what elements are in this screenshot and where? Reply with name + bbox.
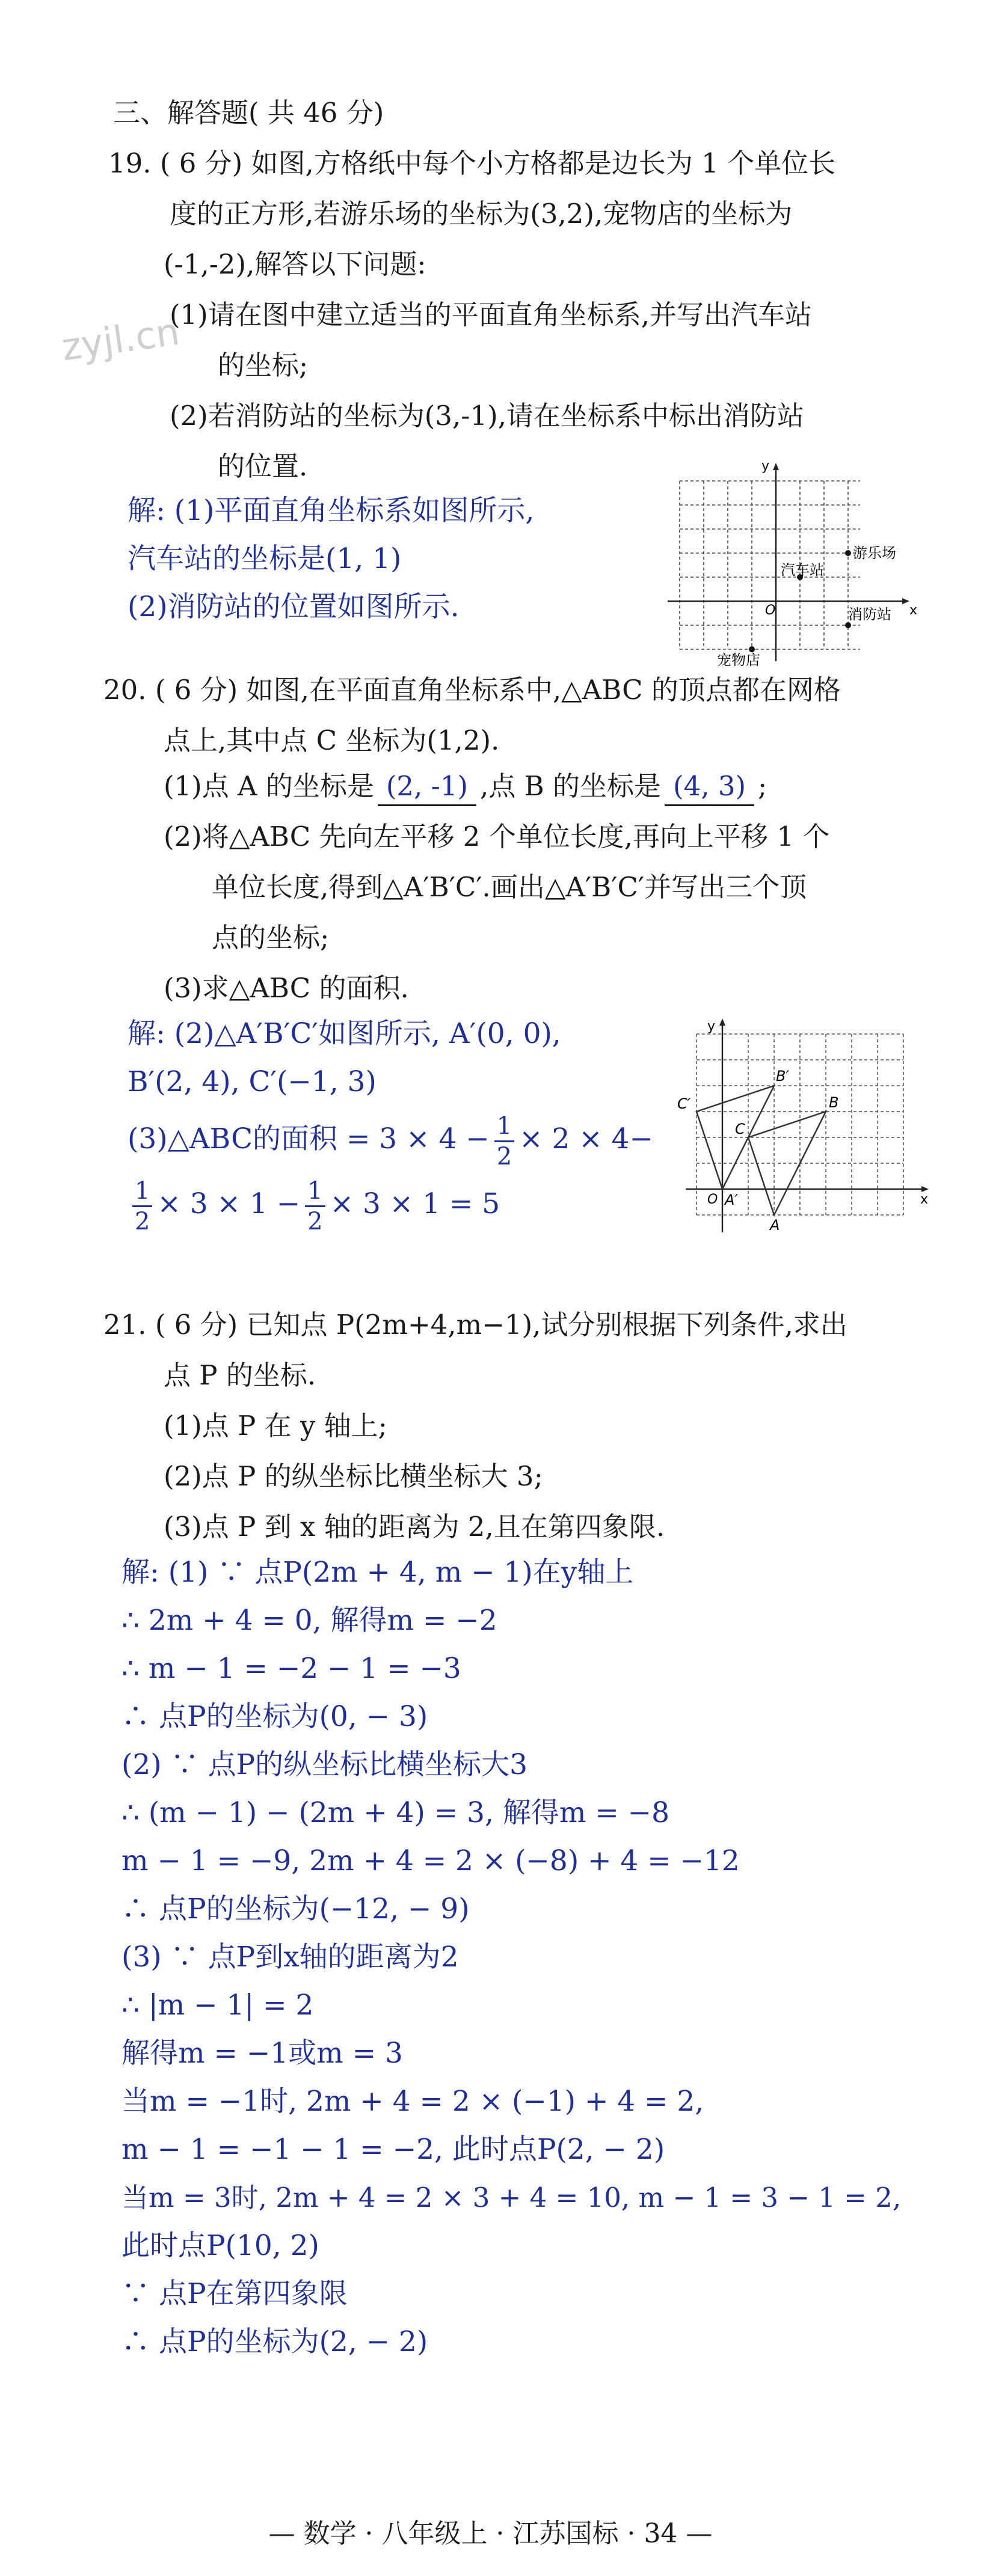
q21-answer-9: ∴ |m − 1| = 2 <box>121 1989 314 2022</box>
q21-answer-3: ∴ 点P的坐标为(0, − 3) <box>121 1700 428 1733</box>
watermark: zyjl.cn <box>58 309 182 370</box>
q20-label-c: C <box>735 1121 745 1137</box>
q19-label-fire: 消防站 <box>848 606 891 623</box>
q19-point-fire <box>845 622 851 628</box>
q20-area-line1 <box>128 1106 653 1172</box>
q21-answer-5: ∴ (m − 1) − (2m + 4) = 3, 解得m = −8 <box>121 1796 669 1829</box>
q20-label-a-prime: A′ <box>725 1192 738 1208</box>
q21-answer-12: m − 1 = −1 − 1 = −2, 此时点P(2, − 2) <box>121 2133 665 2166</box>
q20-part1 <box>164 762 767 810</box>
q19-grid-figure <box>662 457 932 673</box>
q20-frac-2 <box>132 1176 152 1235</box>
q20-area-line2 <box>128 1171 500 1237</box>
q20-frac-1 <box>494 1114 514 1169</box>
q19-line-5: (2)若消防站的坐标为(3,-1),请在坐标系中标出消防站 <box>170 400 804 432</box>
frac-den: 2 <box>496 1142 512 1170</box>
q20-frac-3 <box>305 1176 325 1235</box>
q21-answer-7: ∴ 点P的坐标为(−12, − 9) <box>121 1892 470 1926</box>
q20-part1-prefix: (1)点 A 的坐标是 <box>164 770 374 802</box>
q20-part1-mid: ,点 B 的坐标是 <box>480 770 662 802</box>
q21-answer-8: (3) ∵ 点P到x轴的距离为2 <box>121 1941 459 1974</box>
q20-area-prefix: (3)△ABC的面积 = 3 × 4 − <box>128 1122 490 1155</box>
q20-label-b: B <box>829 1094 839 1111</box>
q20-line-5: (3)求△ABC 的面积. <box>164 972 409 1004</box>
q20-triangle-abc <box>748 1112 826 1215</box>
q20-origin-label: O <box>707 1192 718 1207</box>
q20-area-mid: × 2 × 4− <box>519 1122 653 1155</box>
q20-part1-end: ; <box>758 770 767 802</box>
frac-den: 2 <box>307 1207 323 1235</box>
frac-num: 1 <box>132 1179 152 1207</box>
q21-answer-6: m − 1 = −9, 2m + 4 = 2 × (−8) + 4 = −12 <box>121 1844 740 1877</box>
q21-line-2: (1)点 P 在 y 轴上; <box>164 1410 387 1442</box>
q19-x-label: x <box>909 603 918 618</box>
q21-answer-11: 当m = −1时, 2m + 4 = 2 × (−1) + 4 = 2, <box>121 2085 704 2118</box>
q20-line-3: 单位长度,得到△A′B′C′.画出△A′B′C′并写出三个顶 <box>212 871 807 903</box>
q21-line-1: 点 P 的坐标. <box>164 1359 316 1391</box>
frac-num: 1 <box>494 1114 514 1142</box>
q20-area-mid2: × 3 × 1 − <box>157 1187 301 1220</box>
q19-label-pet: 宠物店 <box>717 652 760 668</box>
q19-label-bus: 汽车站 <box>781 561 824 578</box>
frac-num: 1 <box>305 1179 325 1207</box>
q20-area-end: × 3 × 1 = 5 <box>330 1187 500 1220</box>
q19-line-0: 19. ( 6 分) 如图,方格纸中每个小方格都是边长为 1 个单位长 <box>108 147 836 179</box>
q20-label-a: A <box>770 1217 780 1234</box>
q21-answer-2: ∴ m − 1 = −2 − 1 = −3 <box>121 1652 461 1685</box>
frac-den: 2 <box>135 1207 150 1235</box>
q21-answer-15: ∵ 点P在第四象限 <box>121 2277 348 2310</box>
section-title: 三、解答题( 共 46 分) <box>113 97 384 129</box>
q20-answer-line2: B′(2, 4), C′(−1, 3) <box>128 1065 377 1098</box>
q20-answer-a: (2, -1) <box>378 768 476 806</box>
q21-answer-13: 当m = 3时, 2m + 4 = 2 × 3 + 4 = 10, m − 1 = 3 − 1 = 2, <box>121 2182 902 2213</box>
q20-line-0: 20. ( 6 分) 如图,在平面直角坐标系中,△ABC 的顶点都在网格 <box>103 674 841 706</box>
q19-point-park <box>845 550 851 556</box>
q19-line-3: (1)请在图中建立适当的平面直角坐标系,并写出汽车站 <box>170 299 813 331</box>
q19-y-label: y <box>761 459 770 474</box>
q20-answer-line1: 解: (2)△A′B′C′如图所示, A′(0, 0), <box>128 1017 561 1050</box>
q20-grid-figure <box>668 1016 938 1250</box>
q19-line-6: 的位置. <box>218 450 308 482</box>
q19-answer-1: 汽车站的坐标是(1, 1) <box>128 542 402 575</box>
q20-line-1: 点上,其中点 C 坐标为(1,2). <box>164 724 500 756</box>
q19-line-1: 度的正方形,若游乐场的坐标为(3,2),宠物店的坐标为 <box>170 198 793 230</box>
q21-answer-14: 此时点P(10, 2) <box>121 2229 319 2262</box>
q20-answer-b: (4, 3) <box>665 768 754 806</box>
q20-x-label: x <box>920 1192 929 1207</box>
q21-answer-4: (2) ∵ 点P的纵坐标比横坐标大3 <box>121 1748 527 1781</box>
q20-label-b-prime: B′ <box>776 1068 789 1085</box>
q19-origin-label: O <box>765 603 776 618</box>
q19-line-4: 的坐标; <box>218 349 309 381</box>
q21-line-4: (3)点 P 到 x 轴的距离为 2,且在第四象限. <box>164 1511 665 1543</box>
q21-answer-10: 解得m = −1或m = 3 <box>121 2037 403 2070</box>
q21-line-3: (2)点 P 的纵坐标比横坐标大 3; <box>164 1460 543 1492</box>
q20-line-4: 点的坐标; <box>212 922 330 953</box>
q19-answer-0: 解: (1)平面直角坐标系如图所示, <box>128 494 535 527</box>
q21-answer-0: 解: (1) ∵ 点P(2m + 4, m − 1)在y轴上 <box>121 1556 634 1589</box>
q21-answer-1: ∴ 2m + 4 = 0, 解得m = −2 <box>121 1604 497 1637</box>
q21-answer-16: ∴ 点P的坐标为(2, − 2) <box>121 2325 428 2358</box>
q19-answer-2: (2)消防站的位置如图所示. <box>128 590 460 623</box>
q20-line-2: (2)将△ABC 先向左平移 2 个单位长度,再向上平移 1 个 <box>164 821 830 852</box>
q20-label-c-prime: C′ <box>677 1095 691 1112</box>
page-footer: — 数学 · 八年级上 · 江苏国标 · 34 — <box>268 2518 713 2549</box>
q19-label-park: 游乐场 <box>853 545 896 561</box>
q20-y-label: y <box>707 1019 716 1034</box>
q19-line-2: (-1,-2),解答以下问题: <box>164 248 426 280</box>
q21-line-0: 21. ( 6 分) 已知点 P(2m+4,m−1),试分别根据下列条件,求出 <box>103 1309 847 1341</box>
